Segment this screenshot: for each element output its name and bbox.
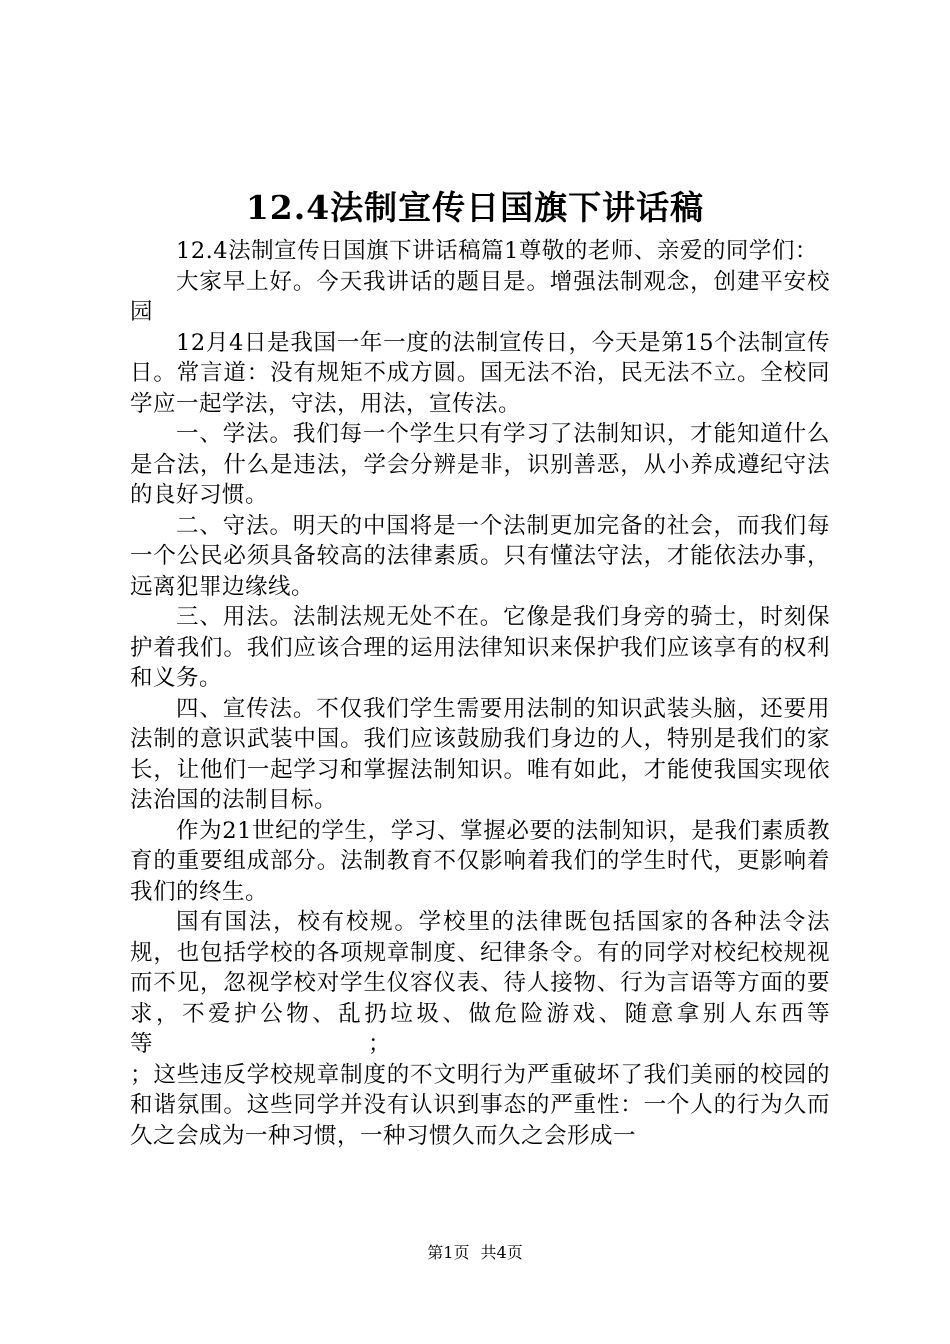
paragraph-9	[130, 907, 830, 1060]
paragraph-8: 作为21世纪的学生，学习、掌握必要的法制知识，是我们素质教育的重要组成部分。法制教育不仅影响着我们的学生时代，更影响着我们的终生。	[130, 817, 830, 905]
paragraph-7: 四、宣传法。不仅我们学生需要用法制的知识武装头脑，还要用法制的意识武装中国。我们应该鼓励我们身边的人，特别是我们的家长，让他们一起学习和掌握法制知识。唯有如此，才能使我国实现依法治国的法制目标。	[130, 695, 830, 813]
page-footer	[0, 1242, 950, 1264]
paragraph-4: 一、学法。我们每一个学生只有学习了法制知识，才能知道什么是合法，什么是违法，学会分辨是非，识别善恶，从小养成遵纪守法的良好习惯。	[130, 421, 830, 508]
page-number: 第1页	[427, 1243, 470, 1262]
document-title: 12.4法制宣传日国旗下讲话稿	[245, 188, 705, 227]
paragraph-2: 大家早上好。今天我讲话的题目是。增强法制观念，创建平安校园	[130, 268, 830, 325]
page-total: 共4页	[480, 1243, 523, 1262]
paragraph-9-semicolon: ；	[368, 1031, 392, 1057]
paragraph-6: 三、用法。法制法规无处不在。它像是我们身旁的骑士，时刻保护着我们。我们应该合理的运用法律知识来保护我们应该享有的权利和义务。	[130, 604, 830, 691]
paragraph-9-text: 国有国法，校有校规。学校里的法律既包括国家的各种法令法规，也包括学校的各项规章制度、纪律条令。有的同学对校纪校规视而不见，忽视学校对学生仪容仪表、待人接物、行为言语等方面的要求，不爱护公物、乱扔垃圾、做危险游戏、随意拿别人东西等等	[130, 909, 830, 1057]
paragraph-1: 12.4法制宣传日国旗下讲话稿篇1尊敬的老师、亲爱的同学们：	[176, 238, 818, 264]
paragraph-3: 12月4日是我国一年一度的法制宣传日，今天是第15个法制宣传日。常言道：没有规矩不成方圆。国无法不治，民无法不立。全校同学应一起学法，守法，用法，宣传法。	[130, 329, 830, 417]
document-body	[130, 236, 830, 1151]
paragraph-5: 二、守法。明天的中国将是一个法制更加完备的社会，而我们每一个公民必须具备较高的法律素质。只有懂法守法，才能依法办事，远离犯罪边缘线。	[130, 512, 830, 600]
paragraph-10: ；这些违反学校规章制度的不文明行为严重破坏了我们美丽的校园的和谐氛围。这些同学并没有认识到事态的严重性：一个人的行为久而久之会成为一种习惯，一种习惯久而久之会形成一	[130, 1061, 830, 1149]
